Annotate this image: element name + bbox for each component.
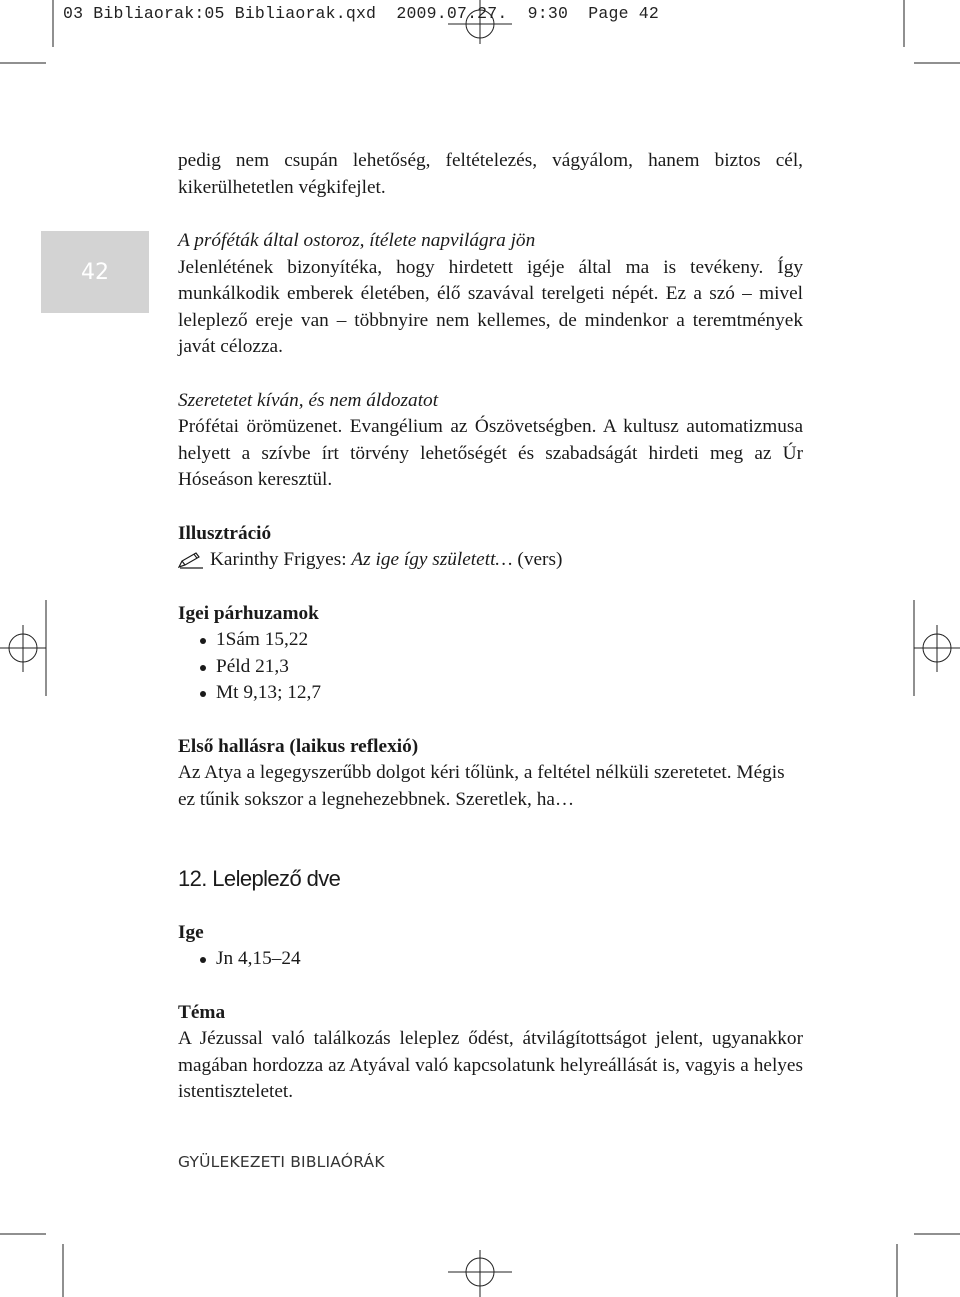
list-item: 1Sám 15,22	[178, 627, 803, 654]
list-item: Jn 4,15–24	[178, 946, 803, 973]
list-item: Mt 9,13; 12,7	[178, 680, 803, 707]
section-title: 12. Leleplező dve	[178, 866, 341, 891]
list-item: Péld 21,3	[178, 654, 803, 681]
illustration-author: Karinthy Frigyes:	[210, 549, 352, 570]
ige-heading: Ige	[178, 921, 204, 943]
illustration-work: Az ige így született…	[351, 549, 518, 570]
parallels-list	[178, 627, 803, 707]
running-footer: GYÜLEKEZETI BIBLIAÓRÁK	[178, 1153, 385, 1171]
block2-text: Prófétai örömüzenet. Evangélium az Ószövetségben. A kultusz automatizmusa helyett a szívbe írt törvény lehetőségét és szabadságát hirdeti meg az Úr Hóseáson keresztül.	[178, 416, 803, 490]
intro-paragraph: pedig nem csupán lehetőség, feltételezés, vágyálom, hanem biztos cél, kikerülhetetlen végkifejlet.	[178, 150, 803, 198]
block2-title: Szeretetet kíván, és nem áldozatot	[178, 389, 439, 411]
parallels-heading: Igei párhuzamok	[178, 602, 319, 624]
illustration-heading: Illusztráció	[178, 522, 272, 544]
first-hearing-text: Az Atya a legegyszerűbb dolgot kéri tőlünk, a feltétel nélküli szeretetet. Mégis ez tűnik sokszor a legnehezebbnek. Szeretlek, ha…	[178, 762, 785, 810]
file-header: 03 Bibliaorak:05 Bibliaorak.qxd 2009.07.27. 9:30 Page 42	[63, 4, 659, 23]
page-number-tab	[41, 231, 149, 313]
first-hearing-heading: Első hallásra (laikus reflexió)	[178, 735, 419, 757]
page-number: 42	[81, 259, 109, 285]
tema-heading: Téma	[178, 1001, 226, 1023]
tema-text: A Jézussal való találkozás leleplez ődést, átvilágítottságot jelent, ugyanakkor magában hordozza az Atyával való kapcsolatunk helyreállását is, vagyis a helyes istentiszteletet.	[178, 1028, 803, 1102]
block1-title: A próféták által ostoroz, ítélete napvilágra jön	[178, 230, 536, 251]
block1-text: Jelenlétének bizonyítéka, hogy hirdetett igéje által ma is tevékeny. Így munkálkodik emberek életében, élő szavával terelgeti népét. Ez a szó – mivel leleplező ereje van – többnyire nem kellemes, de mindenkor a teremtmények javát célozza.	[178, 256, 803, 357]
page-content	[178, 148, 803, 1106]
illustration-note: (vers)	[517, 549, 563, 570]
pencil-icon	[178, 551, 204, 569]
ige-list	[178, 946, 803, 973]
illustration-line	[178, 547, 803, 574]
